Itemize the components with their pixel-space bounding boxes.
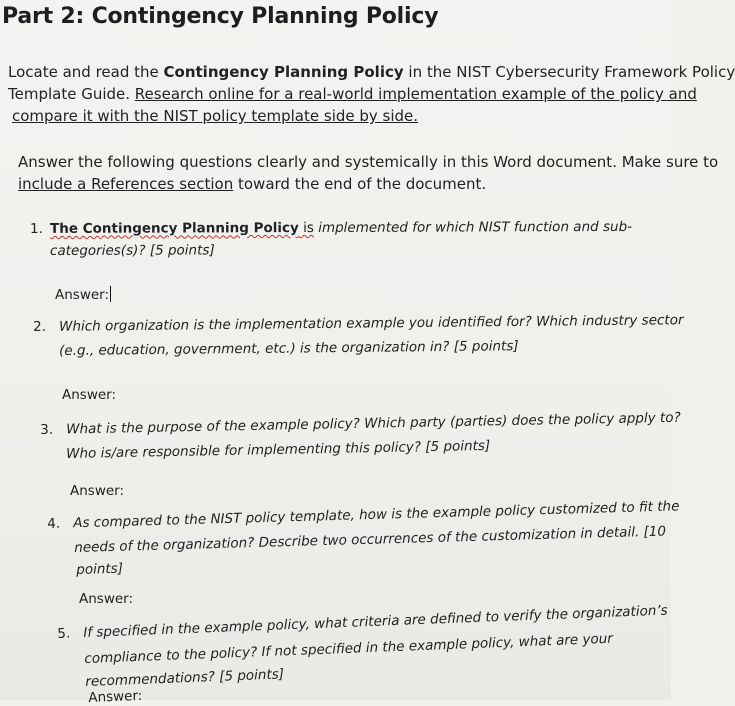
question-number: 3.: [40, 421, 54, 438]
answer-label: Answer:: [70, 483, 125, 499]
answer-label: Answer:: [62, 387, 117, 403]
intro-text: in the NIST Cybersecurity Framework Policy: [403, 63, 735, 81]
answer-5-field[interactable]: [88, 688, 143, 706]
answer-4-field[interactable]: [79, 591, 133, 607]
question-5-line-2: compliance to the policy? If not specified in the example policy, what are your: [84, 630, 614, 667]
instructions-line-1: Answer the following questions clearly and systemically in this Word document. Make sure to: [18, 153, 719, 171]
question-1: [30, 217, 632, 239]
question-1-line-2: categories(s)? [5 points]: [50, 242, 215, 259]
answer-2-field[interactable]: [62, 387, 116, 403]
intro-line-2: [8, 84, 697, 104]
question-4-line-3: points]: [76, 560, 124, 578]
question-3-line-2: Who is/are responsible for implementing this policy? [5 points]: [66, 437, 491, 462]
question-number: 2.: [33, 318, 47, 335]
page-title: Part 2: Contingency Planning Policy: [2, 4, 439, 29]
instructions-text: toward the end of the document.: [233, 175, 487, 193]
intro-line-1: [8, 62, 735, 82]
answer-label: Answer:: [79, 591, 134, 607]
answer-3-field[interactable]: [70, 483, 124, 499]
question-number: 5.: [57, 625, 71, 642]
research-link-text: Research online for a real-world implementation example of the policy and: [134, 85, 697, 103]
answer-1-field[interactable]: [55, 286, 111, 303]
intro-text: Template Guide.: [8, 85, 135, 103]
question-2-line-2: (e.g., education, government, etc.) is the organization in? [5 points]: [59, 338, 519, 359]
question-text: implemented for which NIST function and sub-: [313, 218, 633, 237]
question-3: [40, 408, 681, 440]
policy-name: The Contingency Planning Policy: [50, 220, 299, 237]
references-section-text: include a References section: [18, 175, 234, 193]
question-5-line-3: recommendations? [5 points]: [85, 666, 285, 690]
question-text: Which organization is the implementation example you identified for? Which industry sector: [59, 312, 684, 335]
question-text: As compared to the NIST policy template, how is the example policy customized to fit the: [73, 498, 680, 532]
answer-label: Answer:: [55, 287, 110, 303]
intro-text: Locate and read the: [8, 63, 164, 81]
policy-name: Contingency Planning Policy: [163, 63, 404, 81]
intro-line-3: compare it with the NIST policy template side by side.: [12, 107, 419, 125]
instructions-line-2: [18, 174, 486, 194]
question-2: [33, 310, 684, 337]
text-cursor: [110, 286, 111, 302]
question-text: What is the purpose of the example policy? Which party (parties) does the policy apply to?: [66, 409, 681, 438]
question-number: 1.: [30, 220, 43, 237]
question-text: If specified in the example policy, what criteria are defined to verify the organization’s: [83, 602, 669, 641]
question-4-line-2: needs of the organization? Describe two occurrences of the customization in detail. [10: [74, 523, 667, 556]
question-text: is: [298, 220, 314, 237]
question-number: 4.: [47, 515, 61, 532]
answer-label: Answer:: [88, 687, 143, 706]
